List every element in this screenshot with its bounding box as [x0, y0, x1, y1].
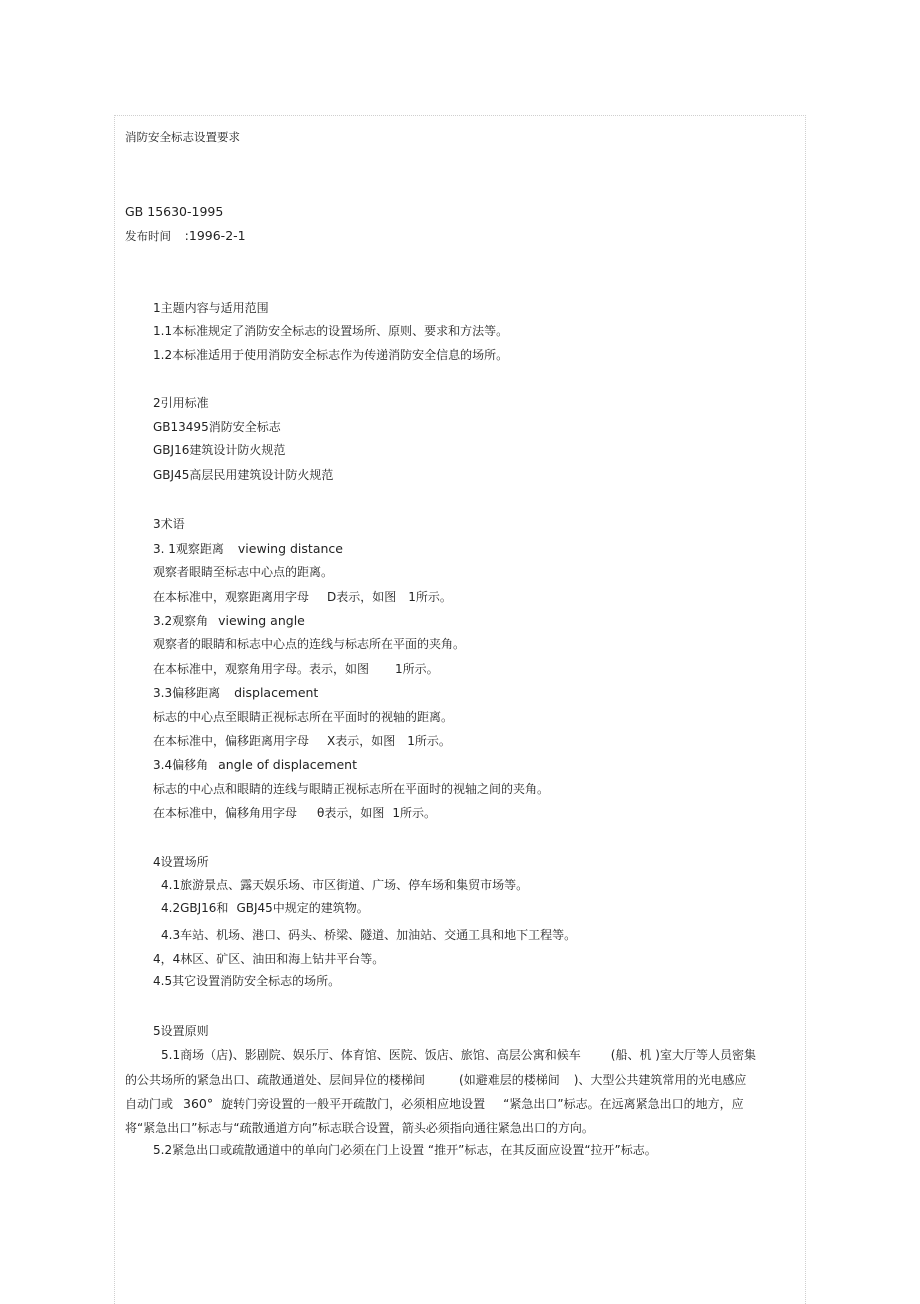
section-5-2: 5.2紧急出口或疏散通道中的单向门必须在门上设置 “推开”标志，在其反面应设置“拉开”标志。	[153, 1143, 657, 1157]
section-5-1-line-3-c: 旋转门旁设置的一般平开疏散门，必须相应地设置	[221, 1097, 486, 1111]
term-3-2-cn: 3.2观察角	[153, 614, 209, 628]
section-1-heading: 1主题内容与适用范围	[153, 301, 269, 315]
section-5-1-line-3	[125, 1096, 744, 1112]
term-3-2-note-a: 在本标准中，观察角用字母。表示，如图	[153, 662, 370, 676]
section-5-1-line-3-a: 自动门或	[125, 1097, 174, 1111]
section-1-1: 1.1本标准规定了消防安全标志的设置场所、原则、要求和方法等。	[153, 324, 509, 338]
publish-date-value: :1996-2-1	[184, 228, 246, 243]
term-3-4-title	[153, 757, 357, 773]
term-3-1-cn: 3. 1观察距离	[153, 542, 224, 556]
term-3-1-note-a: 在本标准中，观察距离用字母	[153, 590, 310, 604]
term-3-4-definition: 标志的中心点和眼睛的连线与眼睛正视标志所在平面时的视轴之间的夹角。	[153, 782, 550, 796]
section-4-heading: 4设置场所	[153, 855, 209, 869]
term-3-1-note-c: 1所示。	[408, 590, 452, 604]
section-5-heading: 5设置原则	[153, 1024, 209, 1038]
publish-date-line	[125, 228, 246, 244]
section-4-3: 4.3车站、机场、港口、码头、桥梁、隧道、加油站、交通工具和地下工程等。	[161, 928, 577, 942]
term-3-3-note-a: 在本标准中，偏移距离用字母	[153, 734, 310, 748]
section-4-2-b: GBJ45中规定的建筑物。	[236, 901, 369, 915]
term-3-1-note-b: D表示，如图	[327, 590, 397, 604]
section-5-1-line-1-b: (船、机 )室大厅等人员密集	[610, 1048, 756, 1062]
term-3-3-note	[153, 733, 451, 749]
section-5-1-line-2-b: (如避难层的楼梯间	[459, 1073, 560, 1087]
term-3-4-note-b: θ表示，如图	[317, 806, 385, 820]
term-3-1-definition: 观察者眼睛至标志中心点的距离。	[153, 565, 334, 579]
section-5-1-line-3-b: 360°	[183, 1096, 214, 1111]
term-3-2-title	[153, 613, 305, 629]
term-3-1-note	[153, 589, 452, 605]
term-3-4-note-c: 1所示。	[392, 806, 436, 820]
reference-gbj16: GBJ16建筑设计防火规范	[153, 443, 286, 457]
term-3-4-note-a: 在本标准中，偏移角用字母	[153, 806, 298, 820]
section-5-1-line-3-d: “紧急出口”标志。在远离紧急出口的地方，应	[503, 1097, 744, 1111]
term-3-3-note-b: X表示，如图	[327, 734, 396, 748]
section-4-1: 4.1旅游景点、露天娱乐场、市区街道、广场、停车场和集贸市场等。	[161, 878, 529, 892]
publish-date-label: 发布时间	[125, 229, 171, 243]
section-2-heading: 2引用标准	[153, 396, 209, 410]
section-4-5: 4.5其它设置消防安全标志的场所。	[153, 974, 341, 988]
section-4-2	[161, 900, 369, 916]
term-3-4-note	[153, 805, 436, 821]
term-3-3-definition: 标志的中心点至眼睛正视标志所在平面时的视轴的距离。	[153, 710, 454, 724]
section-5-1-line-2	[125, 1072, 746, 1088]
standard-number: GB 15630-1995	[125, 204, 224, 219]
term-3-1-title	[153, 541, 343, 557]
term-3-3-en: displacement	[234, 685, 319, 700]
term-3-2-definition: 观察者的眼睛和标志中心点的连线与标志所在平面的夹角。	[153, 637, 466, 651]
section-5-1-line-2-a: 的公共场所的紧急出口、疏散通道处、层间异位的楼梯间	[125, 1073, 426, 1087]
section-3-heading: 3术语	[153, 517, 185, 531]
section-5-1-line-1-a: 5.1商场（店)、影剧院、娱乐厅、体育馆、医院、饭店、旅馆、高层公寓和候车	[161, 1048, 581, 1062]
term-3-3-cn: 3.3偏移距离	[153, 686, 221, 700]
term-3-3-note-c: 1所示。	[407, 734, 451, 748]
term-3-2-note	[153, 661, 439, 677]
term-3-4-cn: 3.4偏移角	[153, 758, 209, 772]
section-5-1-line-2-c: )、大型公共建筑常用的光电感应	[573, 1073, 747, 1087]
term-3-4-en: angle of displacement	[218, 757, 358, 772]
section-4-2-a: 4.2GBJ16和	[161, 901, 229, 915]
reference-gb13495: GB13495消防安全标志	[153, 420, 281, 434]
term-3-2-note-b: 1所示。	[395, 662, 439, 676]
section-5-1-line-4: 将“紧急出口”标志与“疏散通道方向”标志联合设置，箭头必须指向通往紧急出口的方向。	[125, 1121, 594, 1135]
reference-gbj45: GBJ45高层民用建筑设计防火规范	[153, 468, 334, 482]
section-1-2: 1.2本标准适用于使用消防安全标志作为传递消防安全信息的场所。	[153, 348, 509, 362]
term-3-3-title	[153, 685, 318, 701]
section-4-4: 4，4林区、矿区、油田和海上钻井平台等。	[153, 952, 385, 966]
term-3-1-en: viewing distance	[237, 541, 343, 556]
document-title: 消防安全标志设置要求	[125, 130, 240, 144]
term-3-2-en: viewing angle	[218, 613, 305, 628]
section-5-1-line-1	[161, 1047, 756, 1063]
